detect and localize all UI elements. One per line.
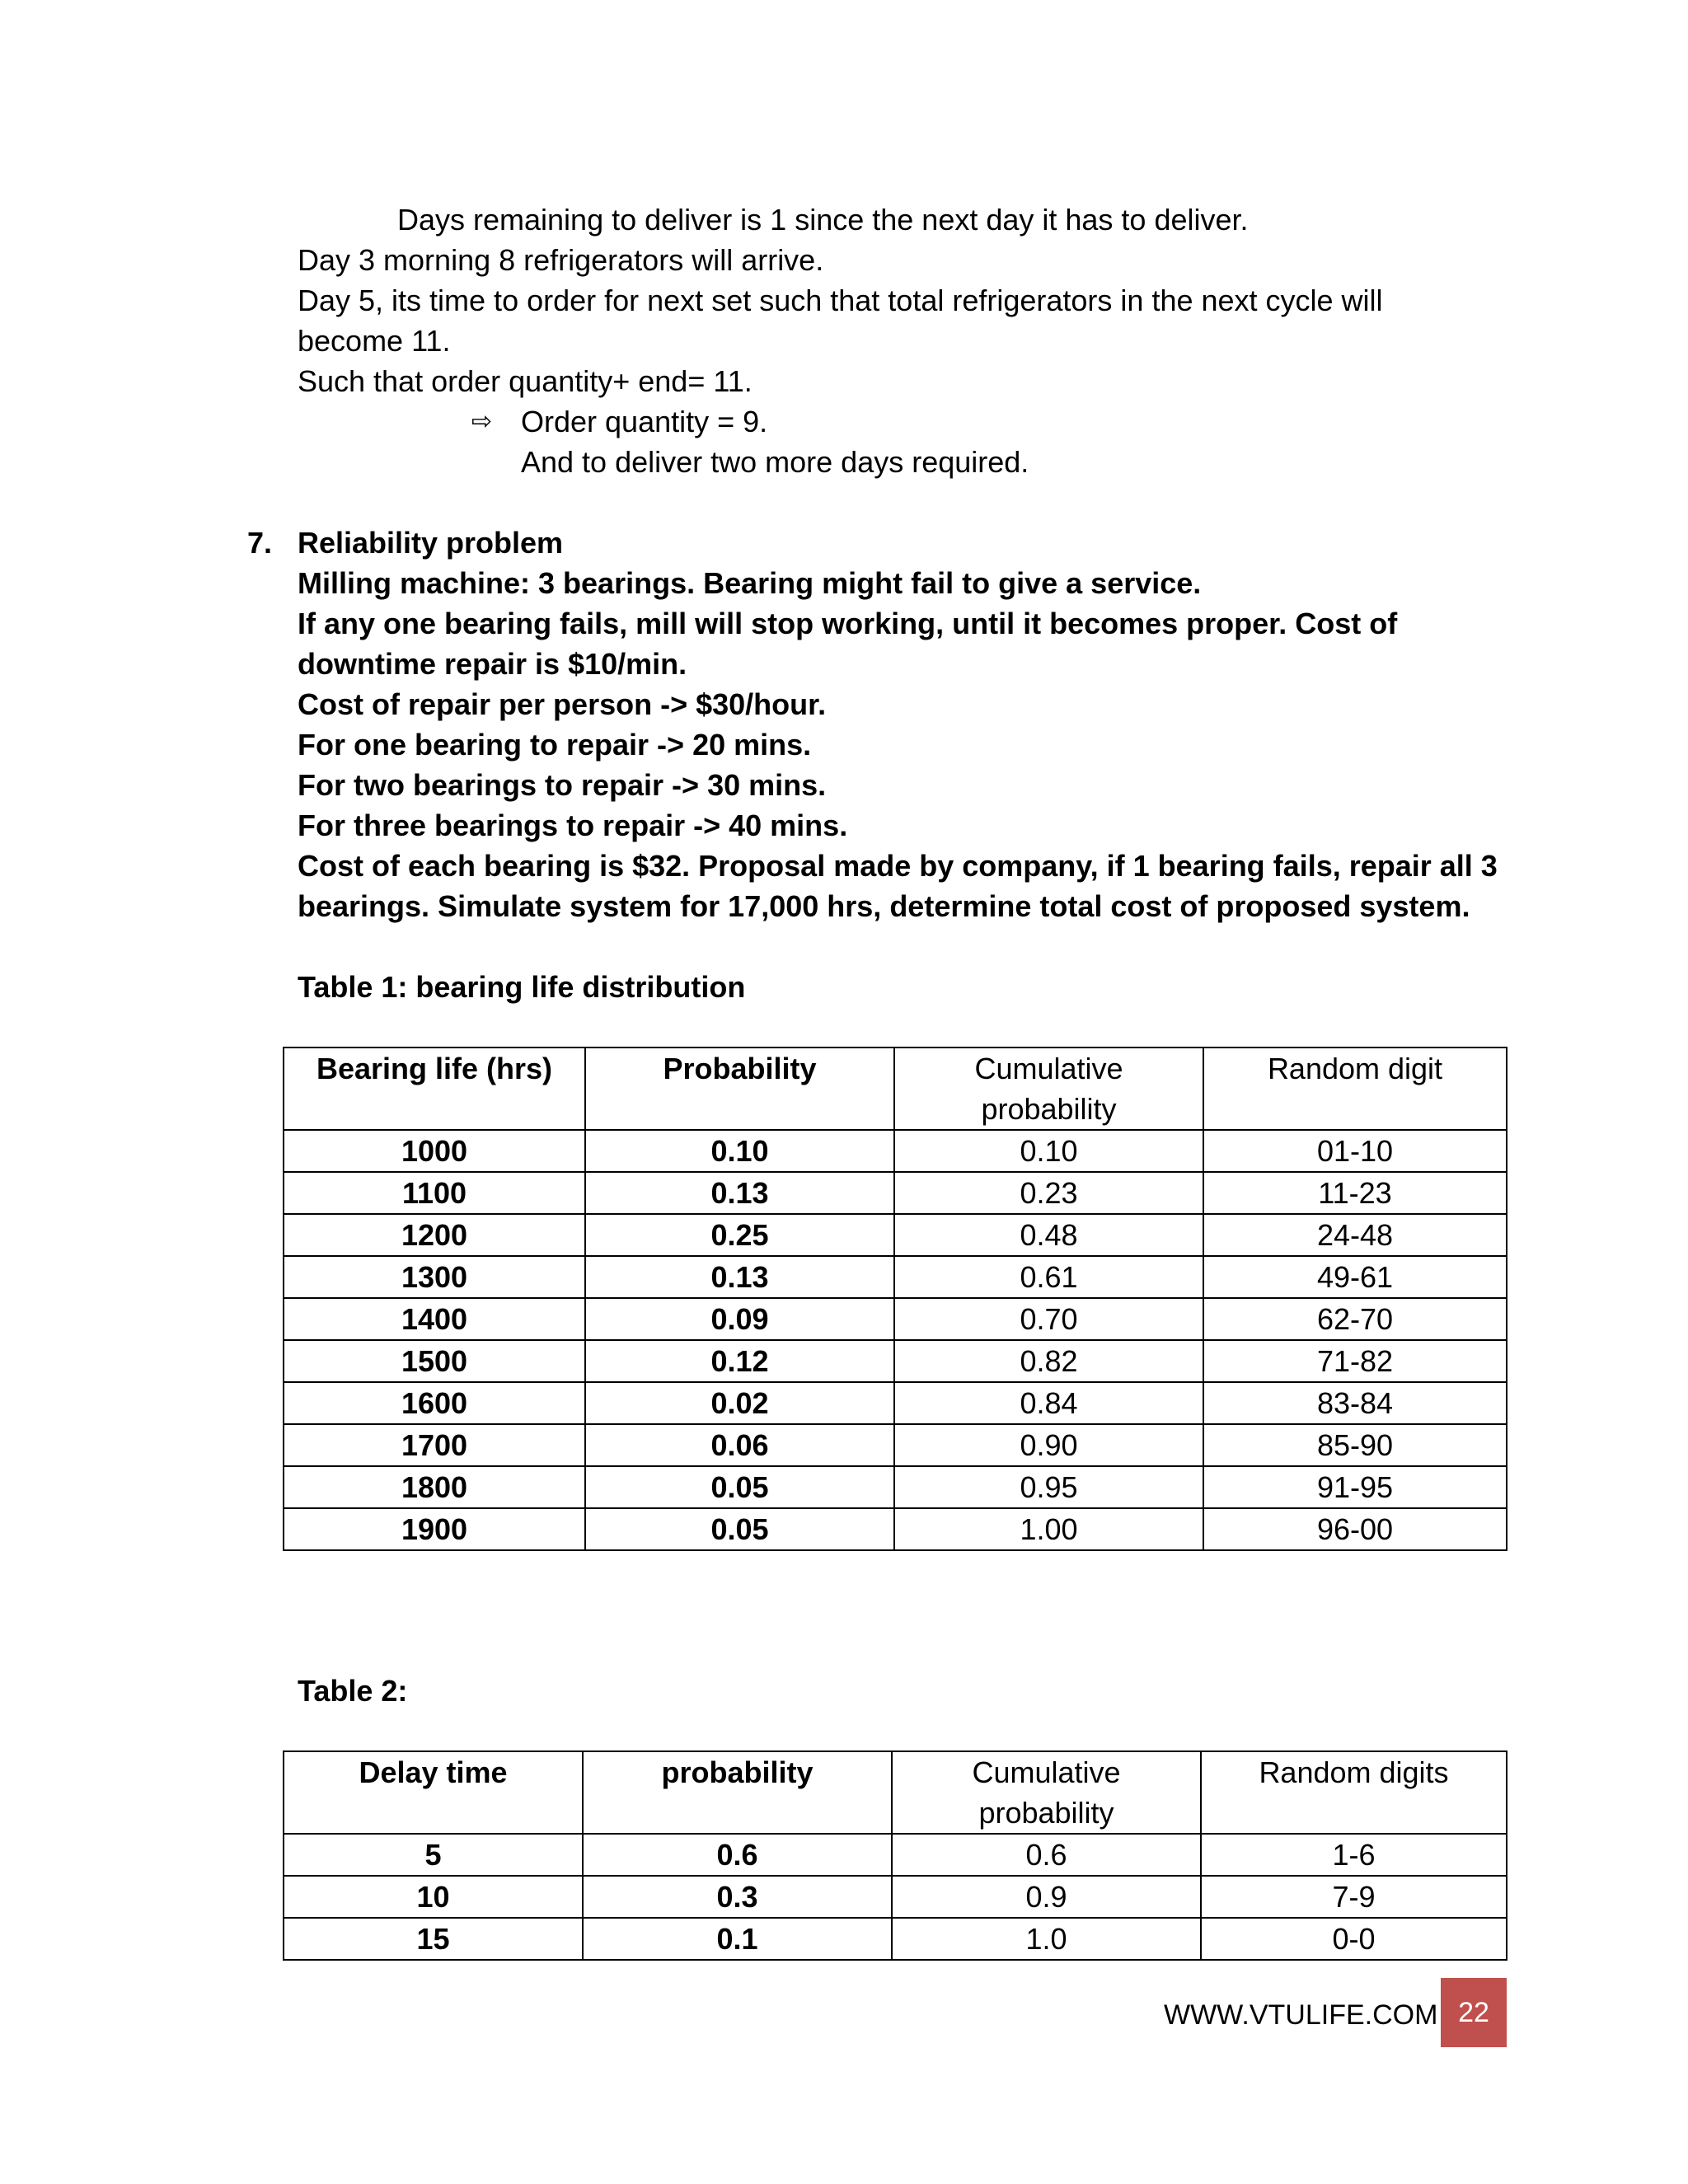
table-cell: 0.25 — [585, 1214, 894, 1256]
table-cell: 0.05 — [585, 1508, 894, 1550]
table-row — [284, 1256, 1507, 1298]
column-header: Probability — [585, 1047, 894, 1130]
column-header: Cumulative probability — [892, 1751, 1201, 1834]
intro-line-5: Such that order quantity+ end= 11. — [298, 364, 753, 398]
footer-site-link[interactable]: WWW.VTULIFE.COM — [1164, 1999, 1438, 2031]
intro-line-2: Day 3 morning 8 refrigerators will arrive. — [298, 243, 824, 277]
table-cell: 24-48 — [1203, 1214, 1507, 1256]
column-header: probability — [583, 1751, 892, 1834]
table-cell: 0.1 — [583, 1918, 892, 1960]
column-header: Delay time — [284, 1751, 583, 1834]
bearing-life-table — [283, 1047, 1507, 1551]
problem-line: For one bearing to repair -> 20 mins. — [298, 728, 812, 762]
problem-line: bearings. Simulate system for 17,000 hrs, determine total cost of proposed system. — [298, 889, 1470, 923]
table-cell: 1900 — [284, 1508, 585, 1550]
table-cell: 83-84 — [1203, 1382, 1507, 1424]
table-cell: 96-00 — [1203, 1508, 1507, 1550]
table-cell: 1400 — [284, 1298, 585, 1340]
table-cell: 0.10 — [585, 1130, 894, 1172]
table-cell: 0.3 — [583, 1876, 892, 1918]
table-cell: 0.48 — [894, 1214, 1203, 1256]
table-cell: 0.10 — [894, 1130, 1203, 1172]
table-cell: 0.84 — [894, 1382, 1203, 1424]
problem-line: For two bearings to repair -> 30 mins. — [298, 768, 827, 802]
table-cell: 0.13 — [585, 1172, 894, 1214]
table-cell: 0.82 — [894, 1340, 1203, 1382]
intro-line-6: Order quantity = 9. — [521, 405, 768, 438]
table-row — [284, 1382, 1507, 1424]
table-cell: 15 — [284, 1918, 583, 1960]
table-cell: 91-95 — [1203, 1466, 1507, 1508]
table-row — [284, 1508, 1507, 1550]
table-cell: 0.06 — [585, 1424, 894, 1466]
table-cell: 0.61 — [894, 1256, 1203, 1298]
table-cell: 1600 — [284, 1382, 585, 1424]
table-row — [284, 1172, 1507, 1214]
table1-caption: Table 1: bearing life distribution — [298, 970, 746, 1004]
problem-line: Cost of repair per person -> $30/hour. — [298, 687, 827, 721]
table-cell: 0.12 — [585, 1340, 894, 1382]
table-row — [284, 1130, 1507, 1172]
problem-line: For three bearings to repair -> 40 mins. — [298, 808, 848, 842]
table-cell: 1000 — [284, 1130, 585, 1172]
table-header-row — [284, 1047, 1507, 1130]
table-row — [284, 1214, 1507, 1256]
problem-line: If any one bearing fails, mill will stop working, until it becomes proper. Cost of — [298, 607, 1398, 640]
problem-line: Cost of each bearing is $32. Proposal made by company, if 1 bearing fails, repair all 3 — [298, 849, 1498, 883]
table-cell: 0.70 — [894, 1298, 1203, 1340]
table-cell: 0.9 — [892, 1876, 1201, 1918]
table-cell: 0.6 — [583, 1834, 892, 1876]
column-header: Bearing life (hrs) — [284, 1047, 585, 1130]
table-cell: 62-70 — [1203, 1298, 1507, 1340]
table-cell: 1700 — [284, 1424, 585, 1466]
table-row — [284, 1424, 1507, 1466]
table-cell: 1200 — [284, 1214, 585, 1256]
table-cell: 1-6 — [1201, 1834, 1507, 1876]
table-cell: 1.00 — [894, 1508, 1203, 1550]
table-cell: 0.13 — [585, 1256, 894, 1298]
table-cell: 85-90 — [1203, 1424, 1507, 1466]
table-header-row — [284, 1751, 1507, 1834]
table-row — [284, 1834, 1507, 1876]
table-cell: 5 — [284, 1834, 583, 1876]
table-row — [284, 1340, 1507, 1382]
table-cell: 1300 — [284, 1256, 585, 1298]
column-header: Random digit — [1203, 1047, 1507, 1130]
intro-line-3: Day 5, its time to order for next set such that total refrigerators in the next cycle will — [298, 284, 1383, 317]
table-row — [284, 1466, 1507, 1508]
table-cell: 1500 — [284, 1340, 585, 1382]
table-cell: 0.02 — [585, 1382, 894, 1424]
table-cell: 7-9 — [1201, 1876, 1507, 1918]
table-row — [284, 1298, 1507, 1340]
delay-time-table — [283, 1750, 1507, 1961]
column-header: Cumulative probability — [894, 1047, 1203, 1130]
intro-line-7: And to deliver two more days required. — [521, 445, 1029, 479]
table-cell: 1.0 — [892, 1918, 1201, 1960]
table-cell: 1800 — [284, 1466, 585, 1508]
right-arrow-icon: ⇨ — [471, 408, 493, 435]
problem-line: Milling machine: 3 bearings. Bearing might fail to give a service. — [298, 566, 1202, 600]
table-row — [284, 1918, 1507, 1960]
table-cell: 0.6 — [892, 1834, 1201, 1876]
table-cell: 0.05 — [585, 1466, 894, 1508]
table-cell: 11-23 — [1203, 1172, 1507, 1214]
problem-line: downtime repair is $10/min. — [298, 647, 687, 681]
table-cell: 0-0 — [1201, 1918, 1507, 1960]
table-cell: 01-10 — [1203, 1130, 1507, 1172]
table-cell: 71-82 — [1203, 1340, 1507, 1382]
table-cell: 1100 — [284, 1172, 585, 1214]
page-number-badge: 22 — [1441, 1978, 1507, 2047]
table-cell: 49-61 — [1203, 1256, 1507, 1298]
intro-line-4: become 11. — [298, 324, 451, 358]
table-cell: 0.09 — [585, 1298, 894, 1340]
table-cell: 0.90 — [894, 1424, 1203, 1466]
problem-number: 7. — [247, 526, 273, 560]
problem-title: Reliability problem — [298, 526, 564, 560]
table2-caption: Table 2: — [298, 1674, 408, 1708]
table-row — [284, 1876, 1507, 1918]
intro-line-1: Days remaining to deliver is 1 since the next day it has to deliver. — [397, 203, 1249, 237]
table-cell: 10 — [284, 1876, 583, 1918]
table-cell: 0.23 — [894, 1172, 1203, 1214]
column-header: Random digits — [1201, 1751, 1507, 1834]
table-cell: 0.95 — [894, 1466, 1203, 1508]
